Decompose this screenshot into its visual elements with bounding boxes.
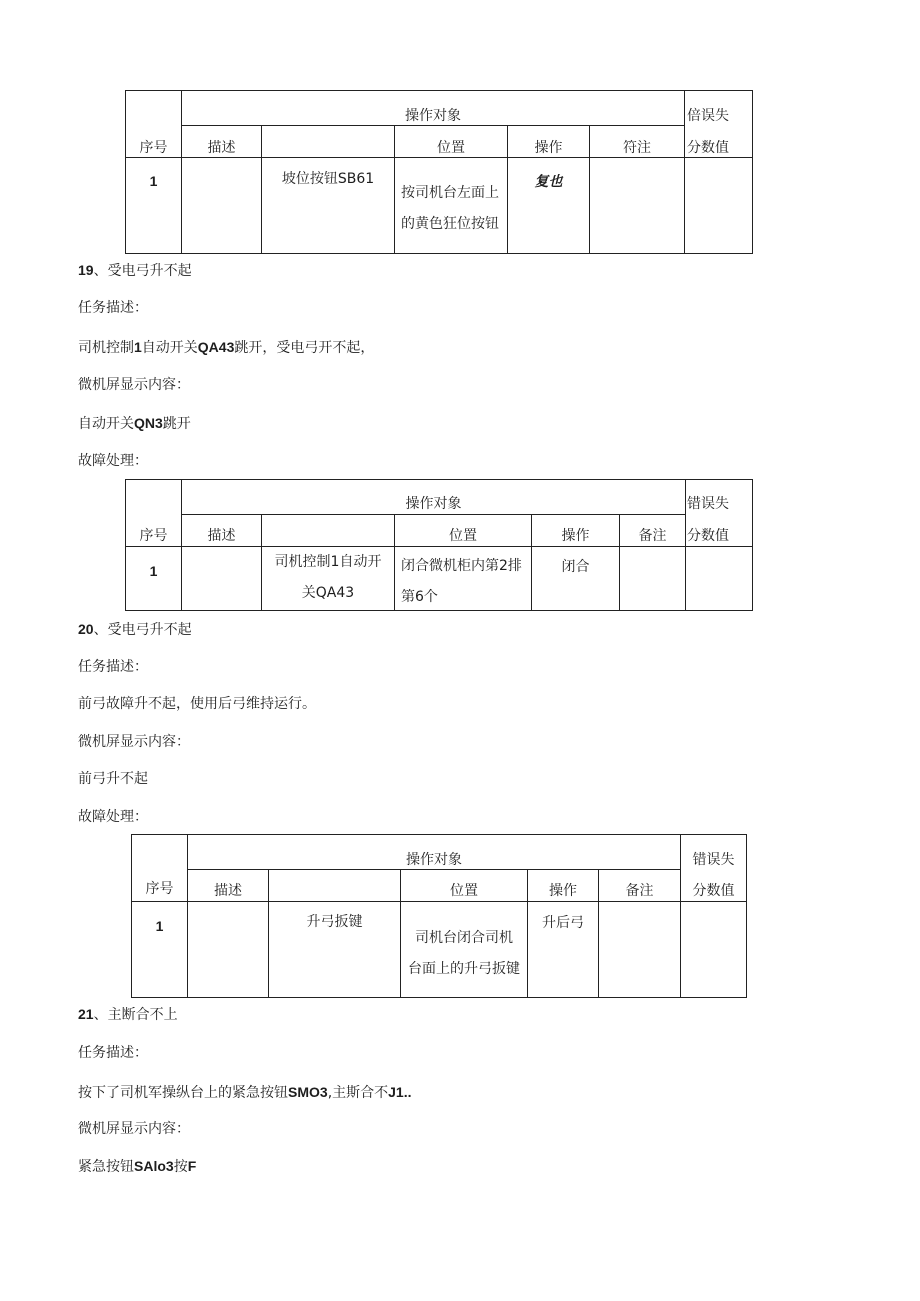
header-error-score-line: 分数值 bbox=[687, 528, 729, 544]
screen-label: 微机屏显示内容： bbox=[78, 377, 190, 393]
row-position-line: 按司机台左面上 bbox=[401, 185, 499, 201]
header-position: 位置 bbox=[401, 870, 528, 902]
row-operation: 复也 bbox=[508, 158, 590, 254]
row-position-line: 第6个 bbox=[401, 589, 438, 605]
section-heading bbox=[78, 1006, 178, 1022]
task-description bbox=[78, 1084, 412, 1100]
row-operation: 升后弓 bbox=[528, 902, 599, 998]
section-heading bbox=[78, 621, 192, 637]
screen-label: 微机屏显示内容： bbox=[78, 734, 190, 750]
header-description: 描述 bbox=[182, 515, 262, 547]
row-score-empty bbox=[686, 547, 753, 611]
handling-label: 故障处理： bbox=[78, 453, 148, 469]
task-label: 任务描述： bbox=[78, 300, 148, 316]
task-label: 任务描述： bbox=[78, 659, 148, 675]
screen-content bbox=[78, 1158, 196, 1174]
row-note-empty bbox=[590, 158, 685, 254]
header-operation: 操作 bbox=[508, 126, 590, 158]
text-segment: 自动开关 bbox=[141, 340, 198, 356]
section-title: 、受电弓升不起 bbox=[93, 263, 192, 279]
header-seq: 序号 bbox=[126, 480, 182, 547]
row-position bbox=[395, 158, 508, 254]
row-name: 升弓扳键 bbox=[269, 902, 401, 998]
header-note: 符注 bbox=[590, 126, 685, 158]
header-description: 描述 bbox=[188, 870, 269, 902]
text-segment: QA43 bbox=[197, 339, 235, 355]
header-name-empty bbox=[262, 126, 395, 158]
row-position-line: 闭合微机柜内第2排 bbox=[401, 558, 522, 574]
row-score-empty bbox=[685, 158, 753, 254]
row-description-empty bbox=[188, 902, 269, 998]
header-operation-object: 操作对象 bbox=[188, 835, 681, 870]
screen-content: 前弓升不起 bbox=[78, 771, 148, 787]
task-description bbox=[78, 339, 374, 355]
row-description-empty bbox=[182, 547, 262, 611]
text-segment: 自动开关 bbox=[78, 416, 134, 432]
section-number: 20 bbox=[78, 621, 94, 637]
text-segment: 按 bbox=[173, 1159, 188, 1175]
row-name-line: 关QA43 bbox=[301, 585, 355, 601]
header-error-score bbox=[686, 480, 753, 547]
text-segment: 跳开 bbox=[162, 416, 191, 432]
section-title: 、受电弓升不起 bbox=[93, 622, 192, 638]
screen-label: 微机屏显示内容： bbox=[78, 1121, 190, 1137]
section-number: 21 bbox=[78, 1006, 94, 1022]
row-seq: 1 bbox=[126, 158, 182, 254]
operation-table bbox=[125, 90, 753, 254]
text-segment: 1 bbox=[134, 339, 142, 355]
header-error-score-line: 错误失 bbox=[692, 852, 735, 868]
screen-content bbox=[78, 415, 191, 431]
handling-label: 故障处理： bbox=[78, 809, 148, 825]
header-seq: 序号 bbox=[126, 91, 182, 158]
header-operation: 操作 bbox=[528, 870, 599, 902]
header-note: 备注 bbox=[599, 870, 681, 902]
header-error-score-line: 分数值 bbox=[692, 883, 735, 899]
row-position bbox=[401, 902, 528, 998]
row-position-line: 台面上的升弓扳键 bbox=[408, 961, 520, 977]
row-position bbox=[395, 547, 532, 611]
text-segment: 司机控制 bbox=[78, 340, 134, 356]
text-segment: F bbox=[187, 1158, 197, 1174]
text-segment: 紧急按钮 bbox=[78, 1159, 134, 1175]
header-description: 描述 bbox=[182, 126, 262, 158]
row-score-empty bbox=[681, 902, 747, 998]
header-position: 位置 bbox=[395, 515, 532, 547]
section-title: 、主断合不上 bbox=[93, 1007, 178, 1023]
operation-table bbox=[131, 834, 747, 998]
row-note-empty bbox=[599, 902, 681, 998]
task-label: 任务描述： bbox=[78, 1045, 148, 1061]
header-operation: 操作 bbox=[532, 515, 620, 547]
header-name-empty bbox=[262, 515, 395, 547]
row-seq: 1 bbox=[126, 547, 182, 611]
header-error-score bbox=[685, 91, 753, 158]
header-error-score-line: 分数值 bbox=[687, 140, 729, 156]
task-description: 前弓故障升不起，使用后弓维持运行。 bbox=[78, 696, 316, 712]
row-operation: 闭合 bbox=[532, 547, 620, 611]
header-error-score bbox=[681, 835, 747, 902]
row-name bbox=[262, 547, 395, 611]
header-operation-object: 操作对象 bbox=[182, 91, 685, 126]
header-seq: 序号 bbox=[132, 835, 188, 902]
section-heading bbox=[78, 262, 192, 278]
text-segment: 按下了司机军操纵台上的紧急按钮 bbox=[78, 1085, 288, 1101]
operation-table bbox=[125, 479, 753, 611]
row-description-empty bbox=[182, 158, 262, 254]
row-name-line: 司机控制1自动开 bbox=[274, 554, 382, 570]
row-note-empty bbox=[620, 547, 686, 611]
row-position-line: 的黄色狂位按钮 bbox=[401, 216, 499, 232]
text-segment: J1.. bbox=[388, 1084, 412, 1100]
row-name: 坡位按钮SB61 bbox=[262, 158, 395, 254]
header-position: 位置 bbox=[395, 126, 508, 158]
header-error-score-line: 倍误失 bbox=[687, 108, 729, 124]
row-seq: 1 bbox=[132, 902, 188, 998]
text-segment: 跳开，受电弓开不起， bbox=[234, 340, 375, 356]
header-operation-object: 操作对象 bbox=[182, 480, 686, 515]
text-segment: SMO3 bbox=[288, 1084, 328, 1100]
text-segment: QN3 bbox=[134, 415, 163, 431]
section-number: 19 bbox=[78, 262, 94, 278]
header-note: 备注 bbox=[620, 515, 686, 547]
header-error-score-line: 错误失 bbox=[687, 496, 729, 512]
text-segment: SAlo3 bbox=[134, 1158, 174, 1174]
header-name-empty bbox=[269, 870, 401, 902]
row-position-line: 司机台闭合司机 bbox=[415, 930, 513, 946]
text-segment: ,主斯合不 bbox=[327, 1085, 389, 1101]
